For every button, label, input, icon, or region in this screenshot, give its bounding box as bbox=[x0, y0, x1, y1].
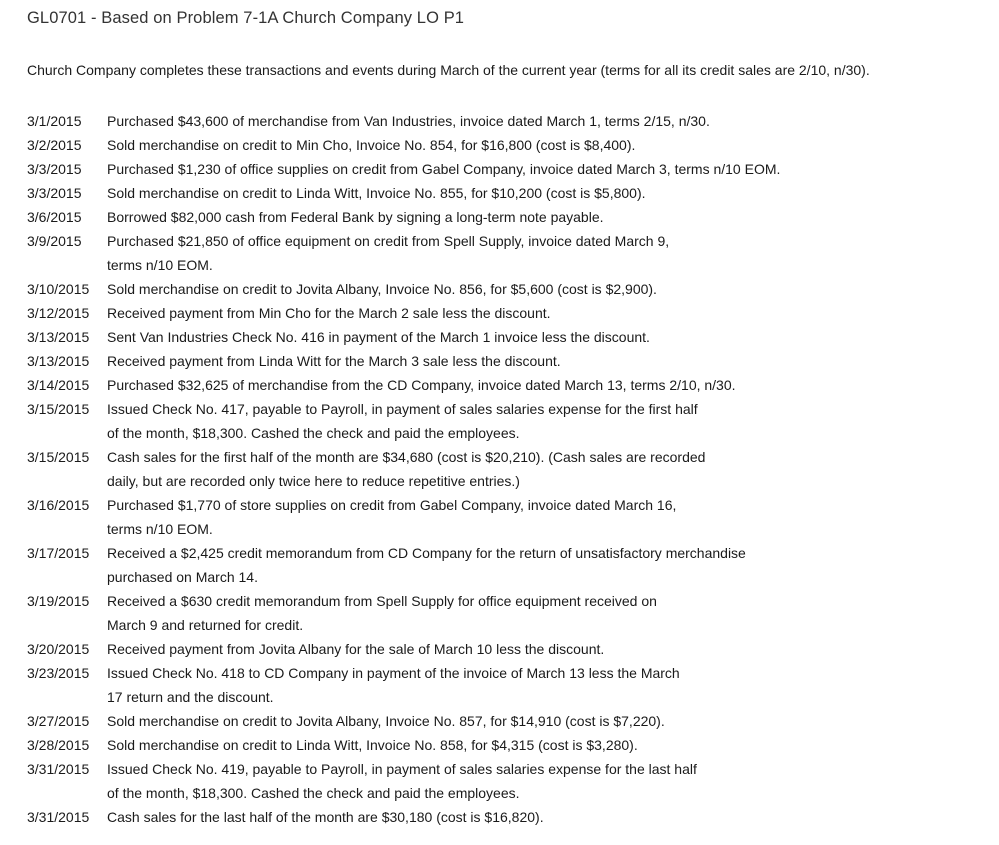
transaction-description-line: Received payment from Min Cho for the March 2 sale less the discount. bbox=[107, 305, 551, 321]
transaction-row bbox=[27, 757, 987, 805]
transaction-date: 3/3/2015 bbox=[27, 161, 82, 177]
transaction-description-line: terms n/10 EOM. bbox=[107, 521, 213, 537]
transaction-description-line: Sent Van Industries Check No. 416 in payment of the March 1 invoice less the discount. bbox=[107, 329, 650, 345]
transaction-description bbox=[107, 709, 987, 733]
transaction-description-line: Sold merchandise on credit to Linda Witt, Invoice No. 855, for $10,200 (cost is $5,800). bbox=[107, 185, 646, 201]
transaction-description-line: daily, but are recorded only twice here to reduce repetitive entries.) bbox=[107, 473, 520, 489]
transaction-description-line: Received payment from Linda Witt for the March 3 sale less the discount. bbox=[107, 353, 561, 369]
transaction-date: 3/17/2015 bbox=[27, 545, 90, 561]
transaction-row bbox=[27, 109, 987, 133]
transaction-date: 3/6/2015 bbox=[27, 209, 82, 225]
transaction-description bbox=[107, 277, 987, 301]
transaction-description-line: Purchased $32,625 of merchandise from the CD Company, invoice dated March 13, terms 2/10, n/30. bbox=[107, 377, 736, 393]
transaction-description bbox=[107, 757, 987, 805]
transaction-row bbox=[27, 709, 987, 733]
transaction-row bbox=[27, 445, 987, 493]
transaction-date: 3/3/2015 bbox=[27, 185, 82, 201]
transaction-row bbox=[27, 301, 987, 325]
transaction-date: 3/13/2015 bbox=[27, 353, 90, 369]
transaction-description-line: Purchased $1,230 of office supplies on credit from Gabel Company, invoice dated March 3, terms n/10 EOM. bbox=[107, 161, 781, 177]
transaction-row bbox=[27, 541, 987, 589]
transaction-description-line: terms n/10 EOM. bbox=[107, 257, 213, 273]
transaction-description bbox=[107, 181, 987, 205]
transaction-date: 3/12/2015 bbox=[27, 305, 90, 321]
transaction-date: 3/13/2015 bbox=[27, 329, 90, 345]
transaction-description-line: Sold merchandise on credit to Jovita Albany, Invoice No. 857, for $14,910 (cost is $7,220). bbox=[107, 713, 665, 729]
transaction-row bbox=[27, 181, 987, 205]
transaction-description-line: Received a $2,425 credit memorandum from CD Company for the return of unsatisfactory merchandise bbox=[107, 545, 746, 561]
transaction-description-line: Issued Check No. 419, payable to Payroll, in payment of sales salaries expense for the last half bbox=[107, 761, 697, 777]
transaction-date: 3/19/2015 bbox=[27, 593, 90, 609]
transaction-description bbox=[107, 661, 987, 709]
transaction-description-line: Cash sales for the first half of the month are $34,680 (cost is $20,210). (Cash sales are recorded bbox=[107, 449, 706, 465]
transaction-row bbox=[27, 133, 987, 157]
transaction-row bbox=[27, 493, 987, 541]
transaction-row bbox=[27, 205, 987, 229]
transaction-date: 3/31/2015 bbox=[27, 761, 90, 777]
transaction-description-line: Sold merchandise on credit to Linda Witt, Invoice No. 858, for $4,315 (cost is $3,280). bbox=[107, 737, 638, 753]
transaction-description bbox=[107, 373, 987, 397]
transaction-description-line: 17 return and the discount. bbox=[107, 689, 274, 705]
transaction-description bbox=[107, 229, 987, 277]
intro-paragraph: Church Company completes these transactions and events during March of the current year (terms for all its credit sales are 2/10, n/30). bbox=[27, 62, 870, 78]
transaction-description bbox=[107, 205, 987, 229]
transaction-description bbox=[107, 325, 987, 349]
transaction-row bbox=[27, 733, 987, 757]
transaction-date: 3/15/2015 bbox=[27, 401, 90, 417]
transaction-row bbox=[27, 157, 987, 181]
transaction-description bbox=[107, 541, 987, 589]
transaction-description-line: Cash sales for the last half of the month are $30,180 (cost is $16,820). bbox=[107, 809, 544, 825]
transaction-description-line: Sold merchandise on credit to Min Cho, Invoice No. 854, for $16,800 (cost is $8,400). bbox=[107, 137, 636, 153]
transaction-description bbox=[107, 301, 987, 325]
transaction-description bbox=[107, 349, 987, 373]
transaction-description bbox=[107, 637, 987, 661]
transaction-row bbox=[27, 661, 987, 709]
transaction-description bbox=[107, 133, 987, 157]
transaction-description-line: Sold merchandise on credit to Jovita Albany, Invoice No. 856, for $5,600 (cost is $2,900). bbox=[107, 281, 657, 297]
transaction-date: 3/1/2015 bbox=[27, 113, 82, 129]
transaction-description-line: of the month, $18,300. Cashed the check and paid the employees. bbox=[107, 425, 520, 441]
transaction-row bbox=[27, 277, 987, 301]
transaction-description bbox=[107, 589, 987, 637]
transaction-date: 3/20/2015 bbox=[27, 641, 90, 657]
transaction-description bbox=[107, 493, 987, 541]
transaction-date: 3/27/2015 bbox=[27, 713, 90, 729]
transaction-date: 3/31/2015 bbox=[27, 809, 90, 825]
transaction-description-line: Purchased $21,850 of office equipment on credit from Spell Supply, invoice dated March 9, bbox=[107, 233, 670, 249]
transaction-row bbox=[27, 637, 987, 661]
transaction-description bbox=[107, 733, 987, 757]
transaction-description bbox=[107, 445, 987, 493]
transaction-date: 3/14/2015 bbox=[27, 377, 90, 393]
transaction-description-line: March 9 and returned for credit. bbox=[107, 617, 304, 633]
transaction-date: 3/28/2015 bbox=[27, 737, 90, 753]
transaction-row bbox=[27, 397, 987, 445]
transaction-date: 3/16/2015 bbox=[27, 497, 90, 513]
transaction-description-line: Issued Check No. 418 to CD Company in payment of the invoice of March 13 less the March bbox=[107, 665, 680, 681]
transaction-date: 3/23/2015 bbox=[27, 665, 90, 681]
page-title: GL0701 - Based on Problem 7-1A Church Company LO P1 bbox=[27, 9, 465, 27]
transaction-row bbox=[27, 229, 987, 277]
transaction-description-line: Purchased $43,600 of merchandise from Van Industries, invoice dated March 1, terms 2/15, n/30. bbox=[107, 113, 710, 129]
transaction-date: 3/2/2015 bbox=[27, 137, 82, 153]
transaction-date: 3/15/2015 bbox=[27, 449, 90, 465]
transaction-row bbox=[27, 325, 987, 349]
transaction-description bbox=[107, 157, 987, 181]
transaction-description bbox=[107, 805, 987, 829]
transaction-description bbox=[107, 397, 987, 445]
transaction-list bbox=[27, 109, 987, 829]
transaction-row bbox=[27, 805, 987, 829]
transaction-description-line: Issued Check No. 417, payable to Payroll, in payment of sales salaries expense for the first half bbox=[107, 401, 698, 417]
transaction-description-line: Received payment from Jovita Albany for the sale of March 10 less the discount. bbox=[107, 641, 605, 657]
transaction-description bbox=[107, 109, 987, 133]
transaction-row bbox=[27, 349, 987, 373]
transaction-description-line: Received a $630 credit memorandum from Spell Supply for office equipment received on bbox=[107, 593, 657, 609]
transaction-row bbox=[27, 373, 987, 397]
transaction-description-line: Borrowed $82,000 cash from Federal Bank by signing a long-term note payable. bbox=[107, 209, 604, 225]
transaction-date: 3/9/2015 bbox=[27, 233, 82, 249]
transaction-description-line: purchased on March 14. bbox=[107, 569, 258, 585]
transaction-row bbox=[27, 589, 987, 637]
transaction-date: 3/10/2015 bbox=[27, 281, 90, 297]
transaction-description-line: of the month, $18,300. Cashed the check and paid the employees. bbox=[107, 785, 520, 801]
transaction-description-line: Purchased $1,770 of store supplies on credit from Gabel Company, invoice dated March 16, bbox=[107, 497, 677, 513]
